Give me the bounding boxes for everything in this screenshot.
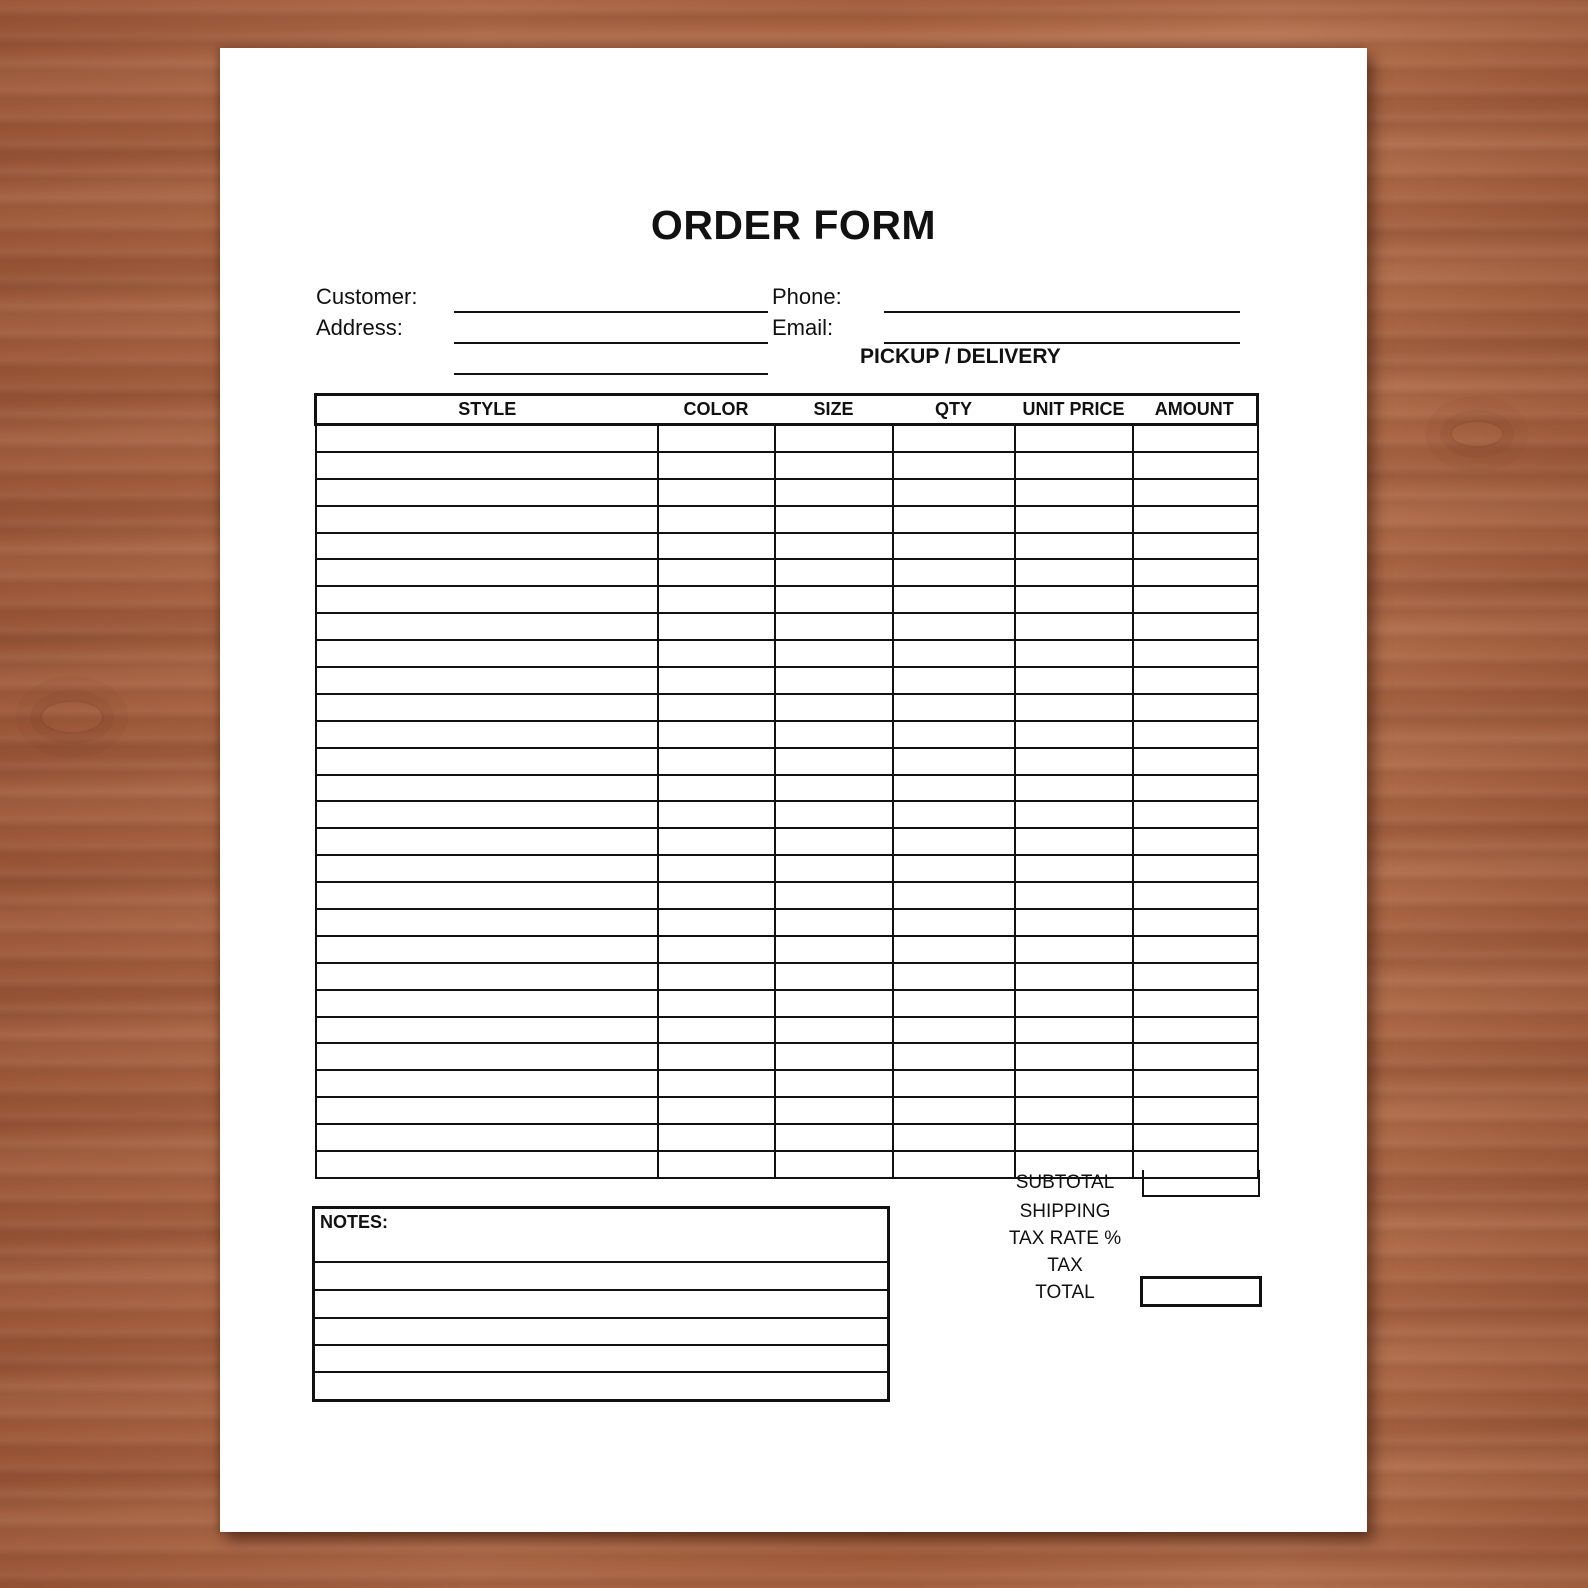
table-cell[interactable]: [775, 936, 893, 963]
subtotal-label: SUBTOTAL: [1015, 1172, 1115, 1193]
notes-line: [315, 1289, 887, 1291]
tax-rate-row: [990, 1226, 1260, 1254]
table-cell[interactable]: [316, 909, 658, 936]
table-cell[interactable]: [1133, 1124, 1258, 1151]
table-cell[interactable]: [316, 1070, 658, 1097]
table-cell[interactable]: [316, 1151, 658, 1178]
table-cell[interactable]: [775, 855, 893, 882]
table-cell[interactable]: [1133, 1043, 1258, 1070]
table-cell[interactable]: [1015, 828, 1133, 855]
table-cell[interactable]: [893, 721, 1015, 748]
table-row: [316, 963, 1258, 990]
table-cell[interactable]: [775, 721, 893, 748]
table-cell[interactable]: [775, 1043, 893, 1070]
table-cell[interactable]: [1133, 694, 1258, 721]
table-cell[interactable]: [1015, 586, 1133, 613]
table-header-row: [316, 395, 1258, 425]
table-row: [316, 909, 1258, 936]
phone-label: Phone:: [772, 284, 842, 309]
table-cell[interactable]: [1133, 506, 1258, 533]
table-row: [316, 855, 1258, 882]
table-cell[interactable]: [316, 721, 658, 748]
table-cell[interactable]: [316, 533, 658, 560]
table-cell[interactable]: [658, 1043, 775, 1070]
table-cell[interactable]: [658, 1017, 775, 1044]
table-row: [316, 559, 1258, 586]
table-cell[interactable]: [1015, 1043, 1133, 1070]
table-cell[interactable]: [658, 909, 775, 936]
table-cell[interactable]: [316, 586, 658, 613]
table-cell[interactable]: [1133, 963, 1258, 990]
table-cell[interactable]: [1133, 1097, 1258, 1124]
table-cell[interactable]: [1015, 721, 1133, 748]
table-cell[interactable]: [1015, 533, 1133, 560]
table-cell[interactable]: [1015, 801, 1133, 828]
table-cell[interactable]: [775, 990, 893, 1017]
table-cell[interactable]: [893, 694, 1015, 721]
table-row: [316, 775, 1258, 802]
table-cell[interactable]: [658, 936, 775, 963]
table-cell[interactable]: [316, 936, 658, 963]
table-cell[interactable]: [775, 909, 893, 936]
table-row: [316, 586, 1258, 613]
table-cell[interactable]: [1133, 452, 1258, 479]
table-cell[interactable]: [316, 963, 658, 990]
table-cell[interactable]: [658, 425, 775, 452]
table-cell[interactable]: [775, 1151, 893, 1178]
table-cell[interactable]: [316, 694, 658, 721]
table-cell[interactable]: [658, 559, 775, 586]
table-row: [316, 694, 1258, 721]
order-table: [314, 393, 1259, 1179]
table-cell[interactable]: [775, 1097, 893, 1124]
table-row: [316, 506, 1258, 533]
order-form-sheet: [220, 48, 1367, 1532]
table-cell[interactable]: [316, 506, 658, 533]
table-cell[interactable]: [1133, 882, 1258, 909]
wood-knot: [40, 700, 104, 734]
table-cell[interactable]: [658, 828, 775, 855]
table-cell[interactable]: [1133, 828, 1258, 855]
table-row: [316, 1097, 1258, 1124]
notes-box[interactable]: [312, 1206, 890, 1402]
table-cell[interactable]: [1015, 775, 1133, 802]
table-cell[interactable]: [1133, 936, 1258, 963]
table-cell[interactable]: [1015, 882, 1133, 909]
table-cell[interactable]: [1133, 640, 1258, 667]
table-cell[interactable]: [775, 452, 893, 479]
table-cell[interactable]: [893, 586, 1015, 613]
table-cell[interactable]: [893, 882, 1015, 909]
table-row: [316, 801, 1258, 828]
table-row: [316, 640, 1258, 667]
table-cell[interactable]: [775, 559, 893, 586]
table-cell[interactable]: [316, 801, 658, 828]
table-cell[interactable]: [1015, 506, 1133, 533]
notes-line: [315, 1317, 887, 1319]
table-row: [316, 882, 1258, 909]
table-cell[interactable]: [658, 775, 775, 802]
table-cell[interactable]: [1015, 748, 1133, 775]
shipping-row: [990, 1199, 1260, 1227]
table-cell[interactable]: [1015, 479, 1133, 506]
table-cell[interactable]: [893, 855, 1015, 882]
table-cell[interactable]: [1133, 909, 1258, 936]
table-cell[interactable]: [316, 855, 658, 882]
table-cell[interactable]: [893, 559, 1015, 586]
table-cell[interactable]: [316, 667, 658, 694]
table-cell[interactable]: [658, 1070, 775, 1097]
table-cell[interactable]: [775, 963, 893, 990]
table-cell[interactable]: [893, 1070, 1015, 1097]
table-cell[interactable]: [1133, 613, 1258, 640]
table-row: [316, 936, 1258, 963]
total-label: TOTAL: [1035, 1282, 1095, 1303]
table-cell[interactable]: [893, 828, 1015, 855]
table-cell[interactable]: [893, 801, 1015, 828]
table-cell[interactable]: [658, 1097, 775, 1124]
table-cell[interactable]: [775, 1017, 893, 1044]
table-cell[interactable]: [893, 506, 1015, 533]
table-cell[interactable]: [775, 1070, 893, 1097]
notes-line: [315, 1344, 887, 1346]
tax-rate-label: TAX RATE %: [1008, 1228, 1122, 1249]
table-cell[interactable]: [775, 775, 893, 802]
table-cell[interactable]: [1015, 667, 1133, 694]
table-cell[interactable]: [658, 452, 775, 479]
subtotal-row: [990, 1170, 1260, 1198]
table-cell[interactable]: [658, 479, 775, 506]
phone-field-line[interactable]: [884, 311, 1240, 313]
table-cell[interactable]: [658, 1124, 775, 1151]
table-cell[interactable]: [316, 559, 658, 586]
table-cell[interactable]: [1015, 1124, 1133, 1151]
table-row: [316, 828, 1258, 855]
total-box[interactable]: [1140, 1276, 1262, 1307]
table-row: [316, 748, 1258, 775]
table-cell[interactable]: [1015, 452, 1133, 479]
table-cell[interactable]: [1133, 775, 1258, 802]
table-cell[interactable]: [658, 855, 775, 882]
table-cell[interactable]: [893, 613, 1015, 640]
table-cell[interactable]: [775, 694, 893, 721]
table-cell[interactable]: [658, 721, 775, 748]
table-row: [316, 1017, 1258, 1044]
table-cell[interactable]: [893, 775, 1015, 802]
table-cell[interactable]: [893, 963, 1015, 990]
table-cell[interactable]: [658, 748, 775, 775]
table-cell[interactable]: [1133, 801, 1258, 828]
table-cell[interactable]: [316, 1043, 658, 1070]
customer-field-line[interactable]: [454, 311, 768, 313]
table-cell[interactable]: [893, 748, 1015, 775]
table-cell[interactable]: [658, 990, 775, 1017]
notes-line: [315, 1261, 887, 1263]
subtotal-box[interactable]: [1142, 1170, 1260, 1197]
shipping-label: SHIPPING: [1019, 1201, 1111, 1222]
table-cell[interactable]: [1133, 990, 1258, 1017]
table-row: [316, 1043, 1258, 1070]
table-row: [316, 452, 1258, 479]
table-cell[interactable]: [1133, 559, 1258, 586]
table-cell[interactable]: [775, 748, 893, 775]
table-cell[interactable]: [316, 452, 658, 479]
table-cell[interactable]: [893, 533, 1015, 560]
table-cell[interactable]: [893, 936, 1015, 963]
table-cell[interactable]: [775, 1124, 893, 1151]
table-cell[interactable]: [658, 694, 775, 721]
table-cell[interactable]: [1015, 1070, 1133, 1097]
table-cell[interactable]: [775, 801, 893, 828]
table-cell[interactable]: [1133, 425, 1258, 452]
column-header-color: COLOR: [658, 395, 775, 425]
table-cell[interactable]: [316, 425, 658, 452]
table-cell[interactable]: [775, 586, 893, 613]
table-cell[interactable]: [1133, 721, 1258, 748]
table-cell[interactable]: [658, 963, 775, 990]
column-header-unit-price: UNIT PRICE: [1015, 395, 1133, 425]
table-cell[interactable]: [893, 1043, 1015, 1070]
notes-line: [315, 1371, 887, 1373]
table-cell[interactable]: [1015, 855, 1133, 882]
table-cell[interactable]: [1015, 1017, 1133, 1044]
table-cell[interactable]: [1133, 479, 1258, 506]
table-row: [316, 425, 1258, 452]
table-row: [316, 667, 1258, 694]
table-cell[interactable]: [1133, 1017, 1258, 1044]
table-cell[interactable]: [1015, 963, 1133, 990]
table-cell[interactable]: [1015, 425, 1133, 452]
table-cell[interactable]: [658, 586, 775, 613]
wood-knot: [1450, 420, 1504, 448]
table-cell[interactable]: [893, 640, 1015, 667]
table-cell[interactable]: [658, 1151, 775, 1178]
pickup-delivery-option[interactable]: PICKUP / DELIVERY: [860, 345, 1061, 368]
table-cell[interactable]: [316, 640, 658, 667]
table-cell[interactable]: [1133, 748, 1258, 775]
table-cell[interactable]: [658, 533, 775, 560]
table-cell[interactable]: [893, 479, 1015, 506]
table-cell[interactable]: [658, 667, 775, 694]
table-row: [316, 479, 1258, 506]
table-row: [316, 721, 1258, 748]
table-cell[interactable]: [775, 533, 893, 560]
email-label: Email:: [772, 315, 834, 340]
notes-label: NOTES:: [320, 1212, 389, 1232]
table-cell[interactable]: [893, 452, 1015, 479]
table-cell[interactable]: [1015, 694, 1133, 721]
table-cell[interactable]: [775, 640, 893, 667]
table-cell[interactable]: [775, 613, 893, 640]
table-cell[interactable]: [893, 990, 1015, 1017]
table-cell[interactable]: [775, 828, 893, 855]
table-cell[interactable]: [1133, 586, 1258, 613]
column-header-size: SIZE: [775, 395, 893, 425]
table-cell[interactable]: [316, 828, 658, 855]
table-cell[interactable]: [316, 1017, 658, 1044]
table-cell[interactable]: [316, 748, 658, 775]
table-cell[interactable]: [893, 1097, 1015, 1124]
address-field-line-2[interactable]: [454, 373, 768, 375]
table-cell[interactable]: [893, 1017, 1015, 1044]
column-header-amount: AMOUNT: [1133, 395, 1258, 425]
table-row: [316, 533, 1258, 560]
table-cell[interactable]: [1133, 533, 1258, 560]
table-cell[interactable]: [775, 479, 893, 506]
order-table-body: [316, 425, 1258, 1178]
table-cell[interactable]: [316, 775, 658, 802]
table-cell[interactable]: [893, 425, 1015, 452]
table-cell[interactable]: [1015, 909, 1133, 936]
table-cell[interactable]: [893, 909, 1015, 936]
table-row: [316, 613, 1258, 640]
table-cell[interactable]: [316, 1124, 658, 1151]
table-row: [316, 1124, 1258, 1151]
column-header-qty: QTY: [893, 395, 1015, 425]
table-cell[interactable]: [316, 613, 658, 640]
table-cell[interactable]: [316, 990, 658, 1017]
table-cell[interactable]: [775, 882, 893, 909]
table-cell[interactable]: [1015, 1097, 1133, 1124]
email-field-line[interactable]: [884, 342, 1240, 344]
table-cell[interactable]: [775, 425, 893, 452]
table-cell[interactable]: [1015, 640, 1133, 667]
address-field-line-1[interactable]: [454, 342, 768, 344]
table-cell[interactable]: [658, 882, 775, 909]
table-row: [316, 990, 1258, 1017]
table-cell[interactable]: [1133, 1070, 1258, 1097]
table-cell[interactable]: [1015, 559, 1133, 586]
address-label: Address:: [316, 315, 403, 340]
table-cell[interactable]: [1133, 667, 1258, 694]
table-cell[interactable]: [658, 640, 775, 667]
total-row: [990, 1280, 1260, 1308]
column-header-style: STYLE: [316, 395, 658, 425]
page-title: ORDER FORM: [650, 202, 937, 248]
table-cell[interactable]: [316, 479, 658, 506]
order-table-wrapper: [314, 393, 1256, 1179]
table-cell[interactable]: [658, 801, 775, 828]
tax-label: TAX: [1047, 1255, 1083, 1276]
table-cell[interactable]: [775, 667, 893, 694]
table-cell[interactable]: [316, 882, 658, 909]
table-cell[interactable]: [658, 613, 775, 640]
table-cell[interactable]: [893, 1124, 1015, 1151]
table-cell[interactable]: [1015, 613, 1133, 640]
table-cell[interactable]: [1015, 990, 1133, 1017]
table-cell[interactable]: [1015, 936, 1133, 963]
table-cell[interactable]: [658, 506, 775, 533]
table-row: [316, 1070, 1258, 1097]
table-cell[interactable]: [893, 667, 1015, 694]
customer-label: Customer:: [316, 284, 418, 309]
table-cell[interactable]: [1133, 855, 1258, 882]
table-cell[interactable]: [775, 506, 893, 533]
table-cell[interactable]: [316, 1097, 658, 1124]
